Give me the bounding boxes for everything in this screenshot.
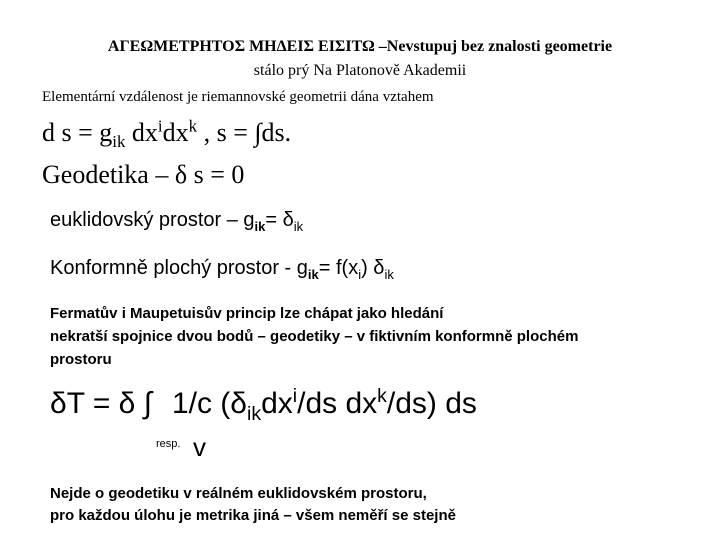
- title-line-2: stálo prý Na Platonově Akademii: [253, 62, 467, 79]
- conclusion-text: [50, 483, 710, 527]
- fermat-line: prostoru: [50, 351, 112, 368]
- metric-equation: d $s = g_{ik}$ $dx^idx^k$ , s = ∫ds.: [42, 116, 292, 152]
- conclusion-line: pro každou úlohu je metrika jiná – všem neměří se stejně: [50, 507, 456, 524]
- fermat-line: nekratší spojnice dvou bodů – geodetiky – v fiktivním konformně plochém: [50, 328, 579, 345]
- geodesic-equation: Geodetika – δ s = 0: [42, 160, 245, 189]
- fermat-principle-text: [50, 302, 710, 371]
- fermat-line: Fermatův i Maupetuisův princip lze chápat jako hledání: [50, 305, 444, 322]
- velocity-symbol: v: [193, 432, 206, 462]
- time-variation-equation: δT = δ ∫ 1/c ($\delta_{ik}dx^i/ds$ $dx^k/ds$) ds: [50, 385, 477, 425]
- title-line-1: ΑΓΕΩΜΕΤΡΗΤΟΣ ΜΗΔΕΙΣ ΕΙΣΙΤΩ –Nevstupuj bez znalosti geometrie: [107, 38, 613, 55]
- intro-text: Elementární vzdálenost je riemannovské geometrii dána vztahem: [42, 89, 434, 105]
- conclusion-line: Nejde o geodetiku v reálném euklidovském prostoru,: [50, 485, 427, 502]
- euclidean-space-line: euklidovský prostor – $g_{ik}= \delta_{ik}$: [50, 209, 304, 234]
- resp-label: resp.: [156, 438, 181, 450]
- conformal-space-line: Konformně plochý prostor - $g_{ik}= f(x_i)$ $\delta_{ik}$: [50, 257, 394, 282]
